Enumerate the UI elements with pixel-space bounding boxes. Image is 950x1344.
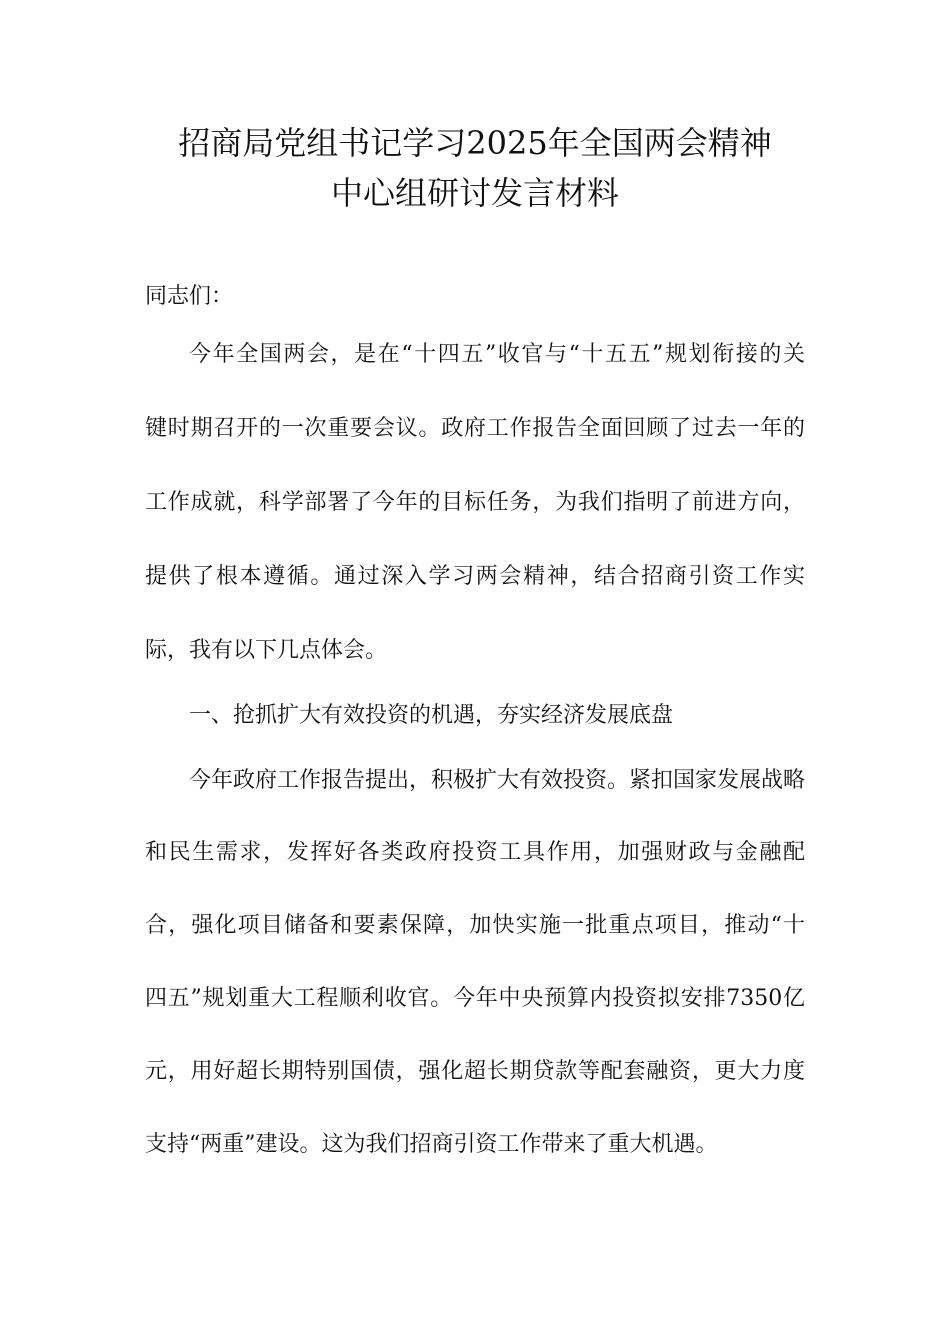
paragraph-line: 支持“两重”建设。这为我们招商引资工作带来了重大机遇。 (145, 1132, 718, 1157)
paragraph-line: 元，用好超长期特别国债，强化超长期贷款等配套融资，更大力度 (145, 1059, 805, 1084)
document-title-line-2: 中心组研讨发言材料 (330, 174, 619, 212)
salutation: 同志们： (145, 284, 234, 309)
paragraph-line: 际，我有以下几点体会。 (145, 638, 388, 663)
paragraph-line: 今年全国两会，是在“十四五”收官与“十五五”规划衔接的关 (189, 342, 805, 367)
paragraph-line: 和民生需求，发挥好各类政府投资工具作用，加强财政与金融配 (145, 840, 805, 865)
section-heading: 一、抢抓扩大有效投资的机遇，夯实经济发展底盘 (189, 703, 674, 728)
paragraph-line: 工作成就，科学部署了今年的目标任务，为我们指明了前进方向， (145, 490, 805, 515)
document-title-line-1: 招商局党组书记学习2025年全国两会精神 (178, 124, 772, 162)
paragraph-line: 今年政府工作报告提出，积极扩大有效投资。紧扣国家发展战略 (189, 768, 806, 793)
paragraph-line: 四五”规划重大工程顺利收官。今年中央预算内投资拟安排7350亿 (145, 986, 805, 1011)
paragraph-line: 合，强化项目储备和要素保障，加快实施一批重点项目，推动“十 (145, 913, 805, 938)
paragraph-line: 键时期召开的一次重要会议。政府工作报告全面回顾了过去一年的 (145, 416, 805, 441)
paragraph-line: 提供了根本遵循。通过深入学习两会精神，结合招商引资工作实 (145, 564, 805, 589)
